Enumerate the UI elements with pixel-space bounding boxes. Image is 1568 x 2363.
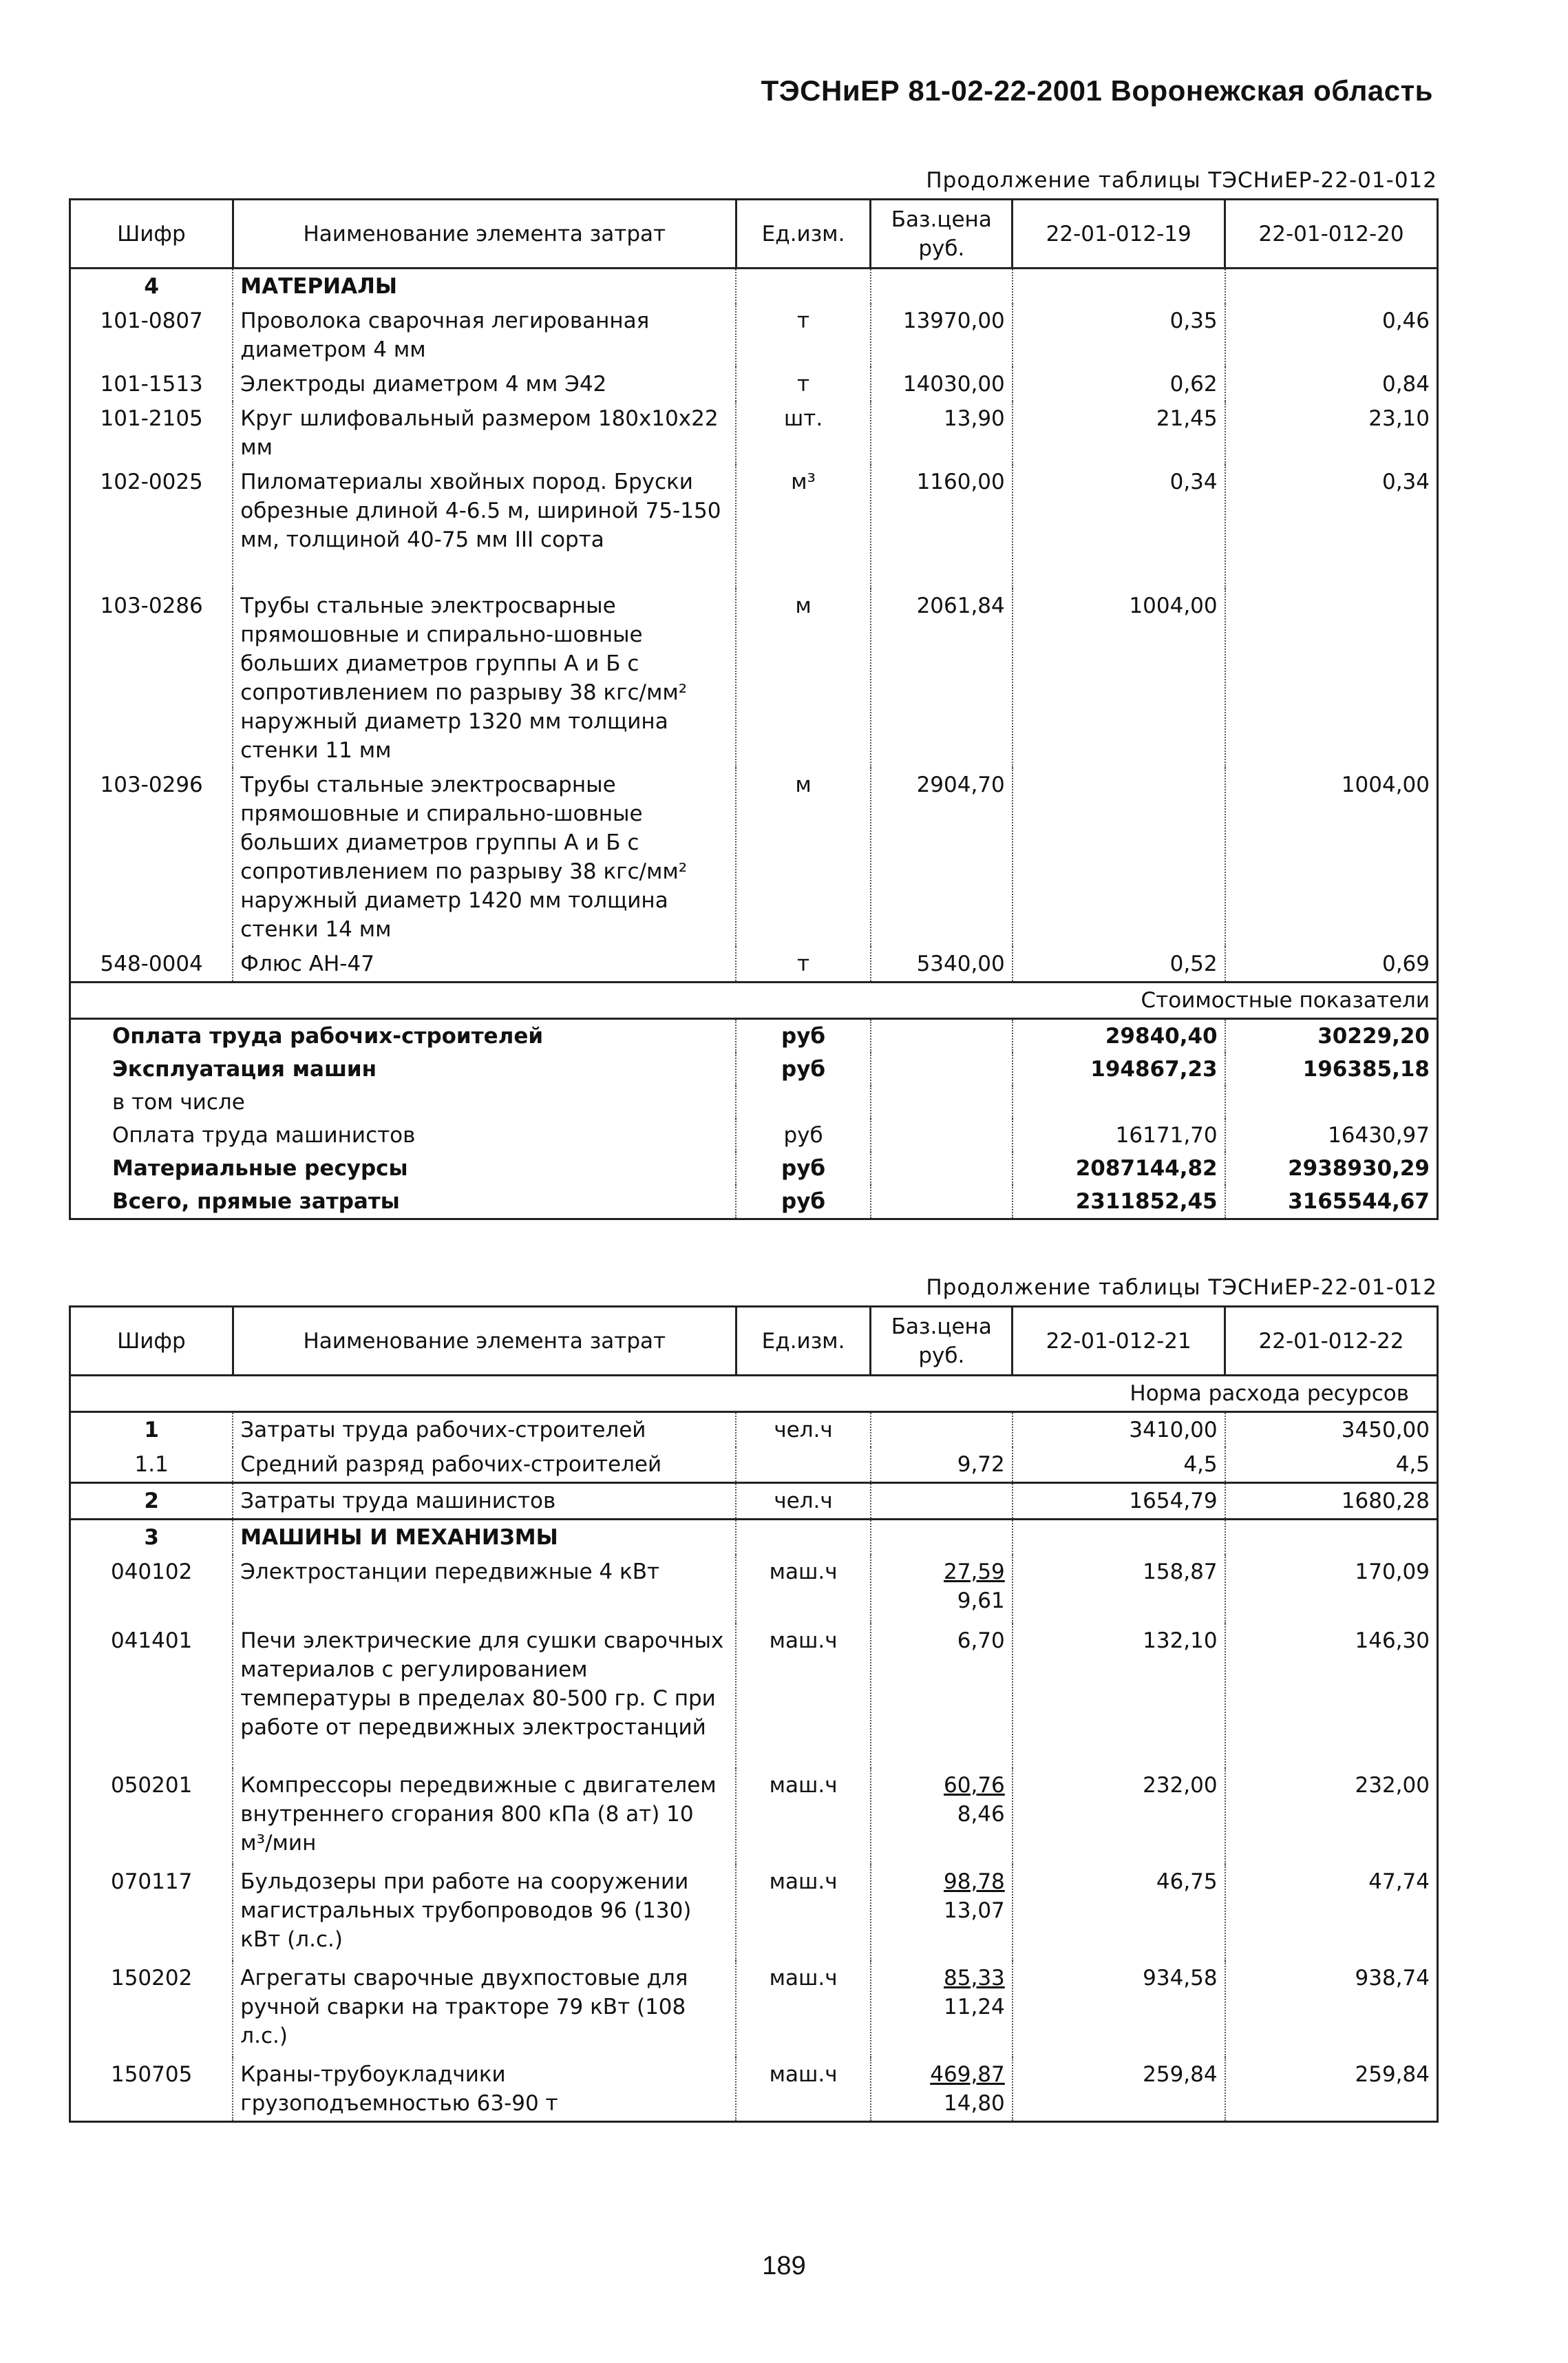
resource-unit: маш.ч	[736, 2057, 871, 2122]
norm-value: 0,84	[1225, 367, 1438, 401]
totals-value: 196385,18	[1225, 1053, 1438, 1086]
table-row	[70, 1865, 1438, 1961]
resource-code: 041401	[70, 1624, 233, 1768]
base-price: 9,72	[871, 1447, 1013, 1483]
norm-value: 232,00	[1013, 1768, 1225, 1865]
totals-row	[70, 1019, 1438, 1053]
section-title: МАШИНЫ И МЕХАНИЗМЫ	[233, 1520, 736, 1555]
totals-value: 16430,97	[1225, 1119, 1438, 1152]
totals-value: 30229,20	[1225, 1019, 1438, 1053]
cost-caption: Стоимостные показатели	[70, 983, 1438, 1019]
section-title: МАТЕРИАЛЫ	[233, 269, 736, 304]
header-col-19: 22-01-012-19	[1013, 200, 1225, 269]
table-row	[70, 1768, 1438, 1865]
totals-value: 2311852,45	[1013, 1185, 1225, 1219]
norm-value: 1004,00	[1225, 768, 1438, 947]
norm-value: 0,35	[1013, 304, 1225, 367]
totals-value: 2938930,29	[1225, 1152, 1438, 1185]
norm-value: 132,10	[1013, 1624, 1225, 1768]
norm-value: 232,00	[1225, 1768, 1438, 1865]
base-price-value: 27,59	[944, 1559, 1005, 1584]
base-price: 14030,00	[871, 367, 1013, 401]
header-price: Баз.цена руб.	[871, 200, 1013, 269]
empty-cell	[871, 1053, 1013, 1086]
resource-unit: чел.ч	[736, 1412, 871, 1448]
resource-name: Проволока сварочная легированная диаметром 4 мм	[233, 304, 736, 367]
resource-name: Электростанции передвижные 4 кВт	[233, 1555, 736, 1624]
base-price	[871, 1865, 1013, 1961]
base-price	[871, 1768, 1013, 1865]
base-price: 13970,00	[871, 304, 1013, 367]
resource-name: Бульдозеры при работе на сооружении магистральных трубопроводов 96 (130) кВт (л.с.)	[233, 1865, 736, 1961]
table-row	[70, 465, 1438, 589]
resource-unit	[736, 1447, 871, 1483]
table-row	[70, 1555, 1438, 1624]
resource-name: Пиломатериалы хвойных пород. Бруски обрезные длиной 4-6.5 м, шириной 75-150 мм, толщиной 40-75 мм III сорта	[233, 465, 736, 589]
empty-cell	[736, 269, 871, 304]
table-continuation-caption-2: Продолжение таблицы ТЭСНиЕР-22-01-012	[926, 1275, 1437, 1300]
resource-code: 150705	[70, 2057, 233, 2122]
resource-code: 1.1	[70, 1447, 233, 1483]
norm-value: 47,74	[1225, 1865, 1438, 1961]
totals-row	[70, 1152, 1438, 1185]
operator-wage-value: 9,61	[957, 1588, 1005, 1613]
header-code: Шифр	[70, 200, 233, 269]
table-row	[70, 1412, 1438, 1448]
norm-value: 158,87	[1013, 1555, 1225, 1624]
empty-cell	[871, 1086, 1013, 1119]
base-price: 2061,84	[871, 589, 1013, 768]
totals-label: Материальные ресурсы	[70, 1152, 737, 1185]
norm-value: 1654,79	[1013, 1483, 1225, 1520]
base-price: 1160,00	[871, 465, 1013, 589]
base-price: 2904,70	[871, 768, 1013, 947]
base-price	[871, 2057, 1013, 2122]
header-name: Наименование элемента затрат	[233, 200, 736, 269]
resource-name: Краны-трубоукладчики грузоподъемностью 63-90 т	[233, 2057, 736, 2122]
section-row	[70, 269, 1438, 304]
header-col-21: 22-01-012-21	[1013, 1307, 1225, 1376]
norm-value: 46,75	[1013, 1865, 1225, 1961]
resource-code: 102-0025	[70, 465, 233, 589]
resource-code: 2	[70, 1483, 233, 1520]
resource-name: Затраты труда рабочих-строителей	[233, 1412, 736, 1448]
base-price-value: 98,78	[944, 1869, 1005, 1894]
norm-value: 170,09	[1225, 1555, 1438, 1624]
resource-name: Средний разряд рабочих-строителей	[233, 1447, 736, 1483]
table-row	[70, 589, 1438, 768]
empty-cell	[1225, 269, 1438, 304]
resource-name: Печи электрические для сушки сварочных материалов с регулированием температуры в пределах 80-500 гр. С при работе от передвижных электростанций	[233, 1624, 736, 1768]
norm-value: 0,69	[1225, 947, 1438, 983]
base-price	[871, 1624, 1013, 1768]
section-code: 3	[70, 1520, 233, 1555]
resource-unit: т	[736, 304, 871, 367]
header-name: Наименование элемента затрат	[233, 1307, 736, 1376]
totals-value: 2087144,82	[1013, 1152, 1225, 1185]
base-price-value: 469,87	[930, 2062, 1005, 2087]
totals-row	[70, 1185, 1438, 1219]
totals-value	[1013, 1086, 1225, 1119]
norm-value: 21,45	[1013, 401, 1225, 465]
norm-caption: Норма расхода ресурсов	[70, 1376, 1438, 1412]
resource-name: Трубы стальные электросварные прямошовные и спирально-шовные больших диаметров группы А и Б с сопротивлением по разрыву 38 кгс/мм² наружный диаметр 1320 мм толщина стенки 11 мм	[233, 589, 736, 768]
base-price: 13,90	[871, 401, 1013, 465]
resource-unit: чел.ч	[736, 1483, 871, 1520]
resource-unit: маш.ч	[736, 1865, 871, 1961]
header-code: Шифр	[70, 1307, 233, 1376]
resource-code: 150202	[70, 1961, 233, 2057]
table-row	[70, 401, 1438, 465]
table-continuation-caption: Продолжение таблицы ТЭСНиЕР-22-01-012	[926, 168, 1437, 193]
resource-code: 040102	[70, 1555, 233, 1624]
operator-wage-value: 11,24	[944, 1995, 1005, 2019]
resource-unit: т	[736, 947, 871, 983]
norm-value: 0,34	[1225, 465, 1438, 589]
resource-name: Агрегаты сварочные двухпостовые для ручной сварки на тракторе 79 кВт (108 л.с.)	[233, 1961, 736, 2057]
norm-value: 23,10	[1225, 401, 1438, 465]
norm-value: 1004,00	[1013, 589, 1225, 768]
totals-value: 3165544,67	[1225, 1185, 1438, 1219]
header-price: Баз.цена руб.	[871, 1307, 1013, 1376]
norm-value: 259,84	[1225, 2057, 1438, 2122]
empty-cell	[871, 1520, 1013, 1555]
norm-value: 0,62	[1013, 367, 1225, 401]
resource-unit: маш.ч	[736, 1555, 871, 1624]
header-col-22: 22-01-012-22	[1225, 1307, 1438, 1376]
resource-name: Затраты труда машинистов	[233, 1483, 736, 1520]
operator-wage-value: 13,07	[944, 1898, 1005, 1923]
section-row	[70, 1520, 1438, 1555]
table-row	[70, 1624, 1438, 1768]
empty-cell	[871, 1152, 1013, 1185]
table-row	[70, 1961, 1438, 2057]
resource-name: Трубы стальные электросварные прямошовные и спирально-шовные больших диаметров группы А и Б с сопротивлением по разрыву 38 кгс/мм² наружный диаметр 1420 мм толщина стенки 14 мм	[233, 768, 736, 947]
operator-wage-value: 8,46	[957, 1802, 1005, 1827]
table-row	[70, 947, 1438, 983]
resource-code: 101-1513	[70, 367, 233, 401]
totals-value: 29840,40	[1013, 1019, 1225, 1053]
totals-label: Эксплуатация машин	[70, 1053, 737, 1086]
empty-cell	[871, 1019, 1013, 1053]
norm-value: 934,58	[1013, 1961, 1225, 2057]
header-unit: Ед.изм.	[736, 1307, 871, 1376]
table-row	[70, 1483, 1438, 1520]
norm-value: 146,30	[1225, 1624, 1438, 1768]
header-unit: Ед.изм.	[736, 200, 871, 269]
empty-cell	[871, 1119, 1013, 1152]
cost-caption-row	[70, 983, 1438, 1019]
totals-unit: руб	[736, 1185, 871, 1219]
norm-value: 0,52	[1013, 947, 1225, 983]
resource-code: 101-0807	[70, 304, 233, 367]
totals-unit: руб	[736, 1152, 871, 1185]
resource-unit: м	[736, 768, 871, 947]
operator-wage-value: 14,80	[944, 2091, 1005, 2116]
resource-code: 548-0004	[70, 947, 233, 983]
norm-value: 259,84	[1013, 2057, 1225, 2122]
totals-value	[1225, 1086, 1438, 1119]
table-row	[70, 304, 1438, 367]
base-price	[871, 1412, 1013, 1448]
page-number: 189	[762, 2251, 806, 2280]
totals-row	[70, 1119, 1438, 1152]
resource-unit: маш.ч	[736, 1624, 871, 1768]
resource-code: 050201	[70, 1768, 233, 1865]
base-price: 5340,00	[871, 947, 1013, 983]
resource-code: 101-2105	[70, 401, 233, 465]
base-price	[871, 1483, 1013, 1520]
empty-cell	[871, 1185, 1013, 1219]
header-col-20: 22-01-012-20	[1225, 200, 1438, 269]
resource-unit: маш.ч	[736, 1961, 871, 2057]
resource-code: 1	[70, 1412, 233, 1448]
resource-name: Круг шлифовальный размером 180х10х22 мм	[233, 401, 736, 465]
resource-code: 103-0296	[70, 768, 233, 947]
table-row	[70, 2057, 1438, 2122]
norm-value: 4,5	[1013, 1447, 1225, 1483]
norm-value	[1225, 589, 1438, 768]
norm-value: 4,5	[1225, 1447, 1438, 1483]
resource-code: 103-0286	[70, 589, 233, 768]
resource-name: Электроды диаметром 4 мм Э42	[233, 367, 736, 401]
section-code: 4	[70, 269, 233, 304]
base-price	[871, 1555, 1013, 1624]
page-header: ТЭСНиЕР 81-02-22-2001 Воронежская область	[761, 74, 1433, 107]
norm-caption-row	[70, 1376, 1438, 1412]
totals-value: 194867,23	[1013, 1053, 1225, 1086]
base-price-value: 85,33	[944, 1966, 1005, 1991]
totals-unit: руб	[736, 1019, 871, 1053]
resource-unit: шт.	[736, 401, 871, 465]
resource-unit: м	[736, 589, 871, 768]
norm-value: 938,74	[1225, 1961, 1438, 2057]
resource-table-2	[69, 1305, 1439, 2123]
norm-value: 0,34	[1013, 465, 1225, 589]
base-price	[871, 1961, 1013, 2057]
resource-name: Флюс АН-47	[233, 947, 736, 983]
resource-code: 070117	[70, 1865, 233, 1961]
resource-unit: м³	[736, 465, 871, 589]
base-price-value: 6,70	[957, 1628, 1005, 1653]
norm-value: 3410,00	[1013, 1412, 1225, 1448]
norm-value: 0,46	[1225, 304, 1438, 367]
totals-label: Оплата труда машинистов	[70, 1119, 737, 1152]
totals-label: в том числе	[70, 1086, 737, 1119]
totals-label: Всего, прямые затраты	[70, 1185, 737, 1219]
resource-unit: маш.ч	[736, 1768, 871, 1865]
empty-cell	[871, 269, 1013, 304]
empty-cell	[1013, 269, 1225, 304]
totals-value: 16171,70	[1013, 1119, 1225, 1152]
base-price-value: 60,76	[944, 1773, 1005, 1798]
empty-cell	[736, 1520, 871, 1555]
empty-cell	[1013, 1520, 1225, 1555]
resource-name: Компрессоры передвижные с двигателем внутреннего сгорания 800 кПа (8 ат) 10 м³/мин	[233, 1768, 736, 1865]
table-row	[70, 768, 1438, 947]
totals-row	[70, 1086, 1438, 1119]
norm-value: 1680,28	[1225, 1483, 1438, 1520]
norm-value: 3450,00	[1225, 1412, 1438, 1448]
totals-label: Оплата труда рабочих-строителей	[70, 1019, 737, 1053]
totals-unit: руб	[736, 1053, 871, 1086]
resource-unit: т	[736, 367, 871, 401]
table-row	[70, 1447, 1438, 1483]
resource-table-1	[69, 198, 1439, 1220]
norm-value	[1013, 768, 1225, 947]
totals-unit	[736, 1086, 871, 1119]
totals-row	[70, 1053, 1438, 1086]
empty-cell	[1225, 1520, 1438, 1555]
totals-unit: руб	[736, 1119, 871, 1152]
table-row	[70, 367, 1438, 401]
